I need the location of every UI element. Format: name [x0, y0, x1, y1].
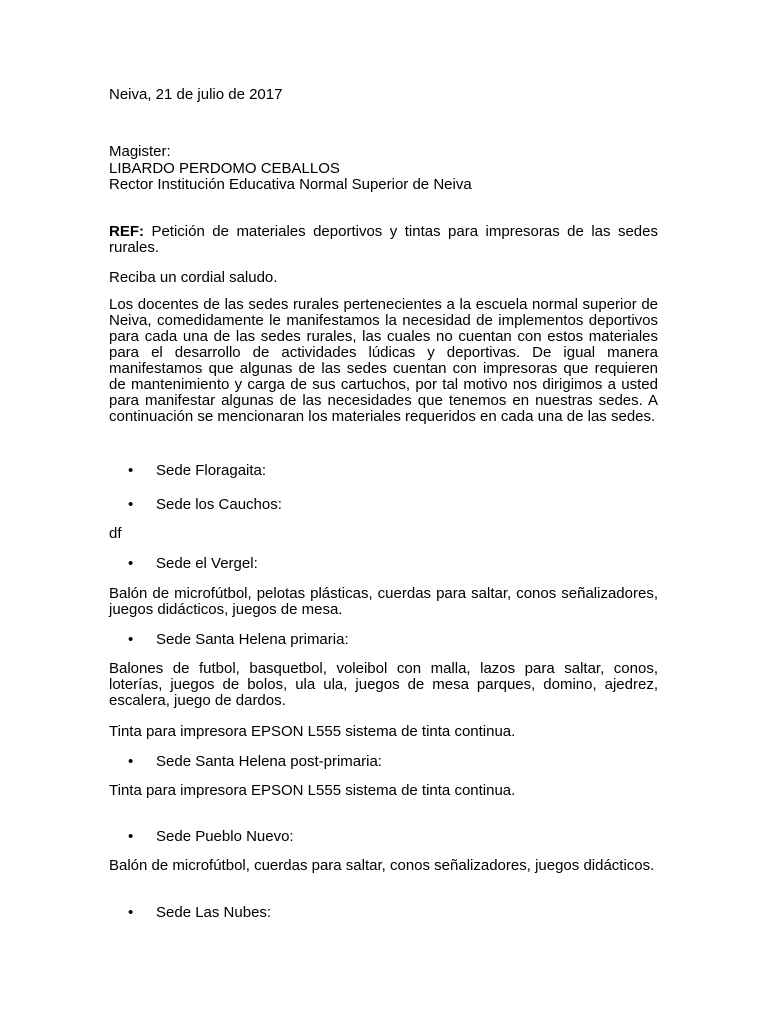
recipient-title: Magister: [109, 143, 171, 160]
santa-helena-primaria-ink: Tinta para impresora EPSON L555 sistema de tinta continua. [109, 723, 516, 740]
date-line: Neiva, 21 de julio de 2017 [109, 86, 283, 103]
sede-santa-helena-primaria: Sede Santa Helena primaria: [156, 631, 349, 648]
el-vergel-items: Balón de microfútbol, pelotas plásticas, cuerdas para saltar, conos señalizadores, juegos didácticos, juegos de mesa. [109, 585, 658, 618]
body-paragraph: Los docentes de las sedes rurales pertenecientes a la escuela normal superior de Neiva, comedidamente le manifestamos la necesidad de implementos deportivos para cada una de las sedes rurales, las cuales no cuentan con estos materiales para el desarrollo de actividades lúdicas y deportivas. De igual manera manifestamos que algunas de las sedes cuentan con impresoras que requieren de mantenimiento y carga de sus cartuchos, por tal motivo nos dirigimos a usted para manifestar algunas de las necesidades que tenemos en nuestras sedes. A continuación se mencionaran los materiales requeridos en cada una de las sedes. [109, 296, 658, 425]
ref-line [109, 224, 658, 256]
sede-los-cauchos: Sede los Cauchos: [156, 496, 282, 513]
santa-helena-post-ink: Tinta para impresora EPSON L555 sistema de tinta continua. [109, 782, 516, 799]
bullet-icon: • [128, 904, 134, 921]
bullet-icon: • [128, 462, 134, 479]
santa-helena-primaria-items: Balones de futbol, basquetbol, voleibol con malla, lazos para saltar, conos, loterías, juegos de bolos, ula ula, juegos de mesa parques, domino, ajedrez, escalera, juego de dardos. [109, 660, 658, 709]
bullet-icon: • [128, 555, 134, 572]
stray-text: df [109, 525, 122, 542]
sede-pueblo-nuevo: Sede Pueblo Nuevo: [156, 828, 294, 845]
greeting: Reciba un cordial saludo. [109, 269, 278, 286]
recipient-name: LIBARDO PERDOMO CEBALLOS [109, 160, 340, 177]
sede-las-nubes: Sede Las Nubes: [156, 904, 272, 921]
bullet-icon: • [128, 631, 134, 648]
pueblo-nuevo-items: Balón de microfútbol, cuerdas para saltar, conos señalizadores, juegos didácticos. [109, 857, 655, 874]
ref-label: REF: [109, 223, 144, 240]
bullet-icon: • [128, 828, 134, 845]
sede-floragaita: Sede Floragaita: [156, 462, 267, 479]
recipient-position: Rector Institución Educativa Normal Superior de Neiva [109, 176, 472, 193]
bullet-icon: • [128, 753, 134, 770]
sede-el-vergel: Sede el Vergel: [156, 555, 258, 572]
ref-text: Petición de materiales deportivos y tintas para impresoras de las sedes rurales. [109, 223, 658, 256]
sede-santa-helena-post: Sede Santa Helena post-primaria: [156, 753, 382, 770]
bullet-icon: • [128, 496, 134, 513]
